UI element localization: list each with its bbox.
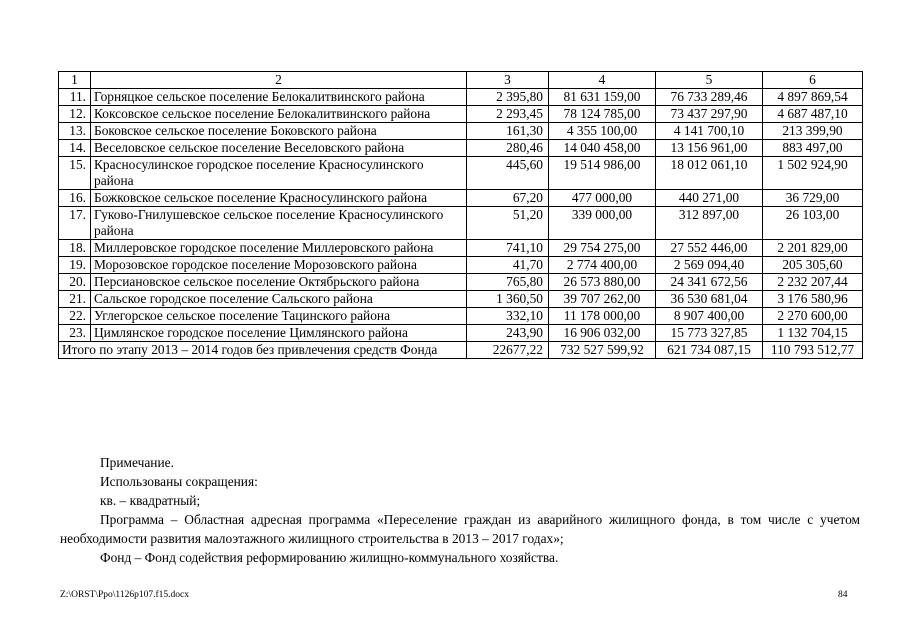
- total-cost: 81 631 159,00: [549, 89, 656, 106]
- total-cost: 19 514 986,00: [549, 157, 656, 190]
- regional-amount: 213 399,90: [763, 123, 863, 140]
- settlement-name: Красносулинское городское поселение Красносулинского района: [91, 157, 467, 190]
- fund-amount: 13 156 961,00: [656, 140, 763, 157]
- table-row: [59, 274, 863, 291]
- regional-amount: 2 201 829,00: [763, 240, 863, 257]
- row-number: 11.: [59, 89, 91, 106]
- regional-amount: 2 232 207,44: [763, 274, 863, 291]
- row-number: 14.: [59, 140, 91, 157]
- area-value: 2 293,45: [467, 106, 549, 123]
- area-value: 67,20: [467, 190, 549, 207]
- regional-amount: 26 103,00: [763, 207, 863, 240]
- table-row: [59, 308, 863, 325]
- fund-amount: 15 773 327,85: [656, 325, 763, 342]
- row-number: 17.: [59, 207, 91, 240]
- footer-file-path: Z:\ORST\Ppo\1126p107.f15.docx: [60, 590, 189, 600]
- row-number: 18.: [59, 240, 91, 257]
- settlement-name: Коксовское сельское поселение Белокалитвинского района: [91, 106, 467, 123]
- area-value: 41,70: [467, 257, 549, 274]
- area-value: 280,46: [467, 140, 549, 157]
- fund-amount: 36 530 681,04: [656, 291, 763, 308]
- table-row: [59, 257, 863, 274]
- table-row: [59, 207, 863, 240]
- area-value: 332,10: [467, 308, 549, 325]
- total-area: 22677,22: [467, 342, 549, 359]
- note-abbrev-sq: кв. – квадратный;: [100, 493, 201, 508]
- header-cell: 4: [549, 72, 656, 89]
- total-cost: 26 573 880,00: [549, 274, 656, 291]
- regional-amount: 36 729,00: [763, 190, 863, 207]
- settlement-name: Гуково-Гнилушевское сельское поселение Красносулинского района: [91, 207, 467, 240]
- header-cell: 5: [656, 72, 763, 89]
- table-row: [59, 106, 863, 123]
- area-value: 51,20: [467, 207, 549, 240]
- page-number: 84: [838, 590, 848, 600]
- total-cost: 14 040 458,00: [549, 140, 656, 157]
- total-cost-sum: 732 527 599,92: [549, 342, 656, 359]
- area-value: 765,80: [467, 274, 549, 291]
- table-row: [59, 123, 863, 140]
- fund-amount: 18 012 061,10: [656, 157, 763, 190]
- total-cost: 11 178 000,00: [549, 308, 656, 325]
- total-cost: 2 774 400,00: [549, 257, 656, 274]
- table-row: [59, 89, 863, 106]
- area-value: 445,60: [467, 157, 549, 190]
- regional-amount: 883 497,00: [763, 140, 863, 157]
- table-row: [59, 157, 863, 190]
- notes-section: [60, 453, 860, 567]
- settlement-name: Сальское городское поселение Сальского района: [91, 291, 467, 308]
- row-number: 19.: [59, 257, 91, 274]
- total-label: Итого по этапу 2013 – 2014 годов без привлечения средств Фонда: [59, 342, 467, 359]
- area-value: 1 360,50: [467, 291, 549, 308]
- allocation-table: [58, 71, 863, 359]
- total-row: [59, 342, 863, 359]
- table-header-row: [59, 72, 863, 89]
- table-row: [59, 240, 863, 257]
- total-cost: 39 707 262,00: [549, 291, 656, 308]
- fund-amount: 76 733 289,46: [656, 89, 763, 106]
- table-row: [59, 140, 863, 157]
- area-value: 2 395,80: [467, 89, 549, 106]
- row-number: 16.: [59, 190, 91, 207]
- table-row: [59, 291, 863, 308]
- fund-amount: 2 569 094,40: [656, 257, 763, 274]
- row-number: 21.: [59, 291, 91, 308]
- regional-amount: 4 687 487,10: [763, 106, 863, 123]
- header-cell: 6: [763, 72, 863, 89]
- area-value: 243,90: [467, 325, 549, 342]
- row-number: 12.: [59, 106, 91, 123]
- row-number: 13.: [59, 123, 91, 140]
- settlement-name: Морозовское городское поселение Морозовского района: [91, 257, 467, 274]
- total-cost: 477 000,00: [549, 190, 656, 207]
- fund-amount: 312 897,00: [656, 207, 763, 240]
- regional-amount: 3 176 580,96: [763, 291, 863, 308]
- note-abbrev-program: Программа – Областная адресная программа «Переселение граждан из аварийного жилищного фонда, в том числе с учетом необходимости развития малоэтажного жилищного строительства в 2013 – 2017 годах»;: [60, 512, 860, 546]
- settlement-name: Божковское сельское поселение Красносулинского района: [91, 190, 467, 207]
- regional-amount: 4 897 869,54: [763, 89, 863, 106]
- fund-amount: 73 437 297,90: [656, 106, 763, 123]
- area-value: 161,30: [467, 123, 549, 140]
- fund-amount: 8 907 400,00: [656, 308, 763, 325]
- total-regional-sum: 110 793 512,77: [763, 342, 863, 359]
- settlement-name: Персиановское сельское поселение Октябрьского района: [91, 274, 467, 291]
- settlement-name: Углегорское сельское поселение Тацинского района: [91, 308, 467, 325]
- row-number: 23.: [59, 325, 91, 342]
- header-cell: 2: [91, 72, 467, 89]
- total-cost: 4 355 100,00: [549, 123, 656, 140]
- row-number: 20.: [59, 274, 91, 291]
- header-cell: 1: [59, 72, 91, 89]
- table-row: [59, 190, 863, 207]
- total-cost: 16 906 032,00: [549, 325, 656, 342]
- total-cost: 78 124 785,00: [549, 106, 656, 123]
- total-cost: 29 754 275,00: [549, 240, 656, 257]
- regional-amount: 1 132 704,15: [763, 325, 863, 342]
- area-value: 741,10: [467, 240, 549, 257]
- regional-amount: 2 270 600,00: [763, 308, 863, 325]
- fund-amount: 4 141 700,10: [656, 123, 763, 140]
- total-cost: 339 000,00: [549, 207, 656, 240]
- note-title: Примечание.: [100, 455, 174, 470]
- settlement-name: Цимлянское городское поселение Цимлянского района: [91, 325, 467, 342]
- settlement-name: Миллеровское городское поселение Миллеровского района: [91, 240, 467, 257]
- row-number: 15.: [59, 157, 91, 190]
- settlement-name: Веселовское сельское поселение Веселовского района: [91, 140, 467, 157]
- fund-amount: 24 341 672,56: [656, 274, 763, 291]
- note-abbrev-fund: Фонд – Фонд содействия реформированию жилищно-коммунального хозяйства.: [100, 550, 559, 565]
- settlement-name: Горняцкое сельское поселение Белокалитвинского района: [91, 89, 467, 106]
- header-cell: 3: [467, 72, 549, 89]
- regional-amount: 1 502 924,90: [763, 157, 863, 190]
- fund-amount: 27 552 446,00: [656, 240, 763, 257]
- row-number: 22.: [59, 308, 91, 325]
- settlement-name: Боковское сельское поселение Боковского района: [91, 123, 467, 140]
- note-abbrev-heading: Использованы сокращения:: [100, 474, 258, 489]
- total-fund-sum: 621 734 087,15: [656, 342, 763, 359]
- fund-amount: 440 271,00: [656, 190, 763, 207]
- table-row: [59, 325, 863, 342]
- regional-amount: 205 305,60: [763, 257, 863, 274]
